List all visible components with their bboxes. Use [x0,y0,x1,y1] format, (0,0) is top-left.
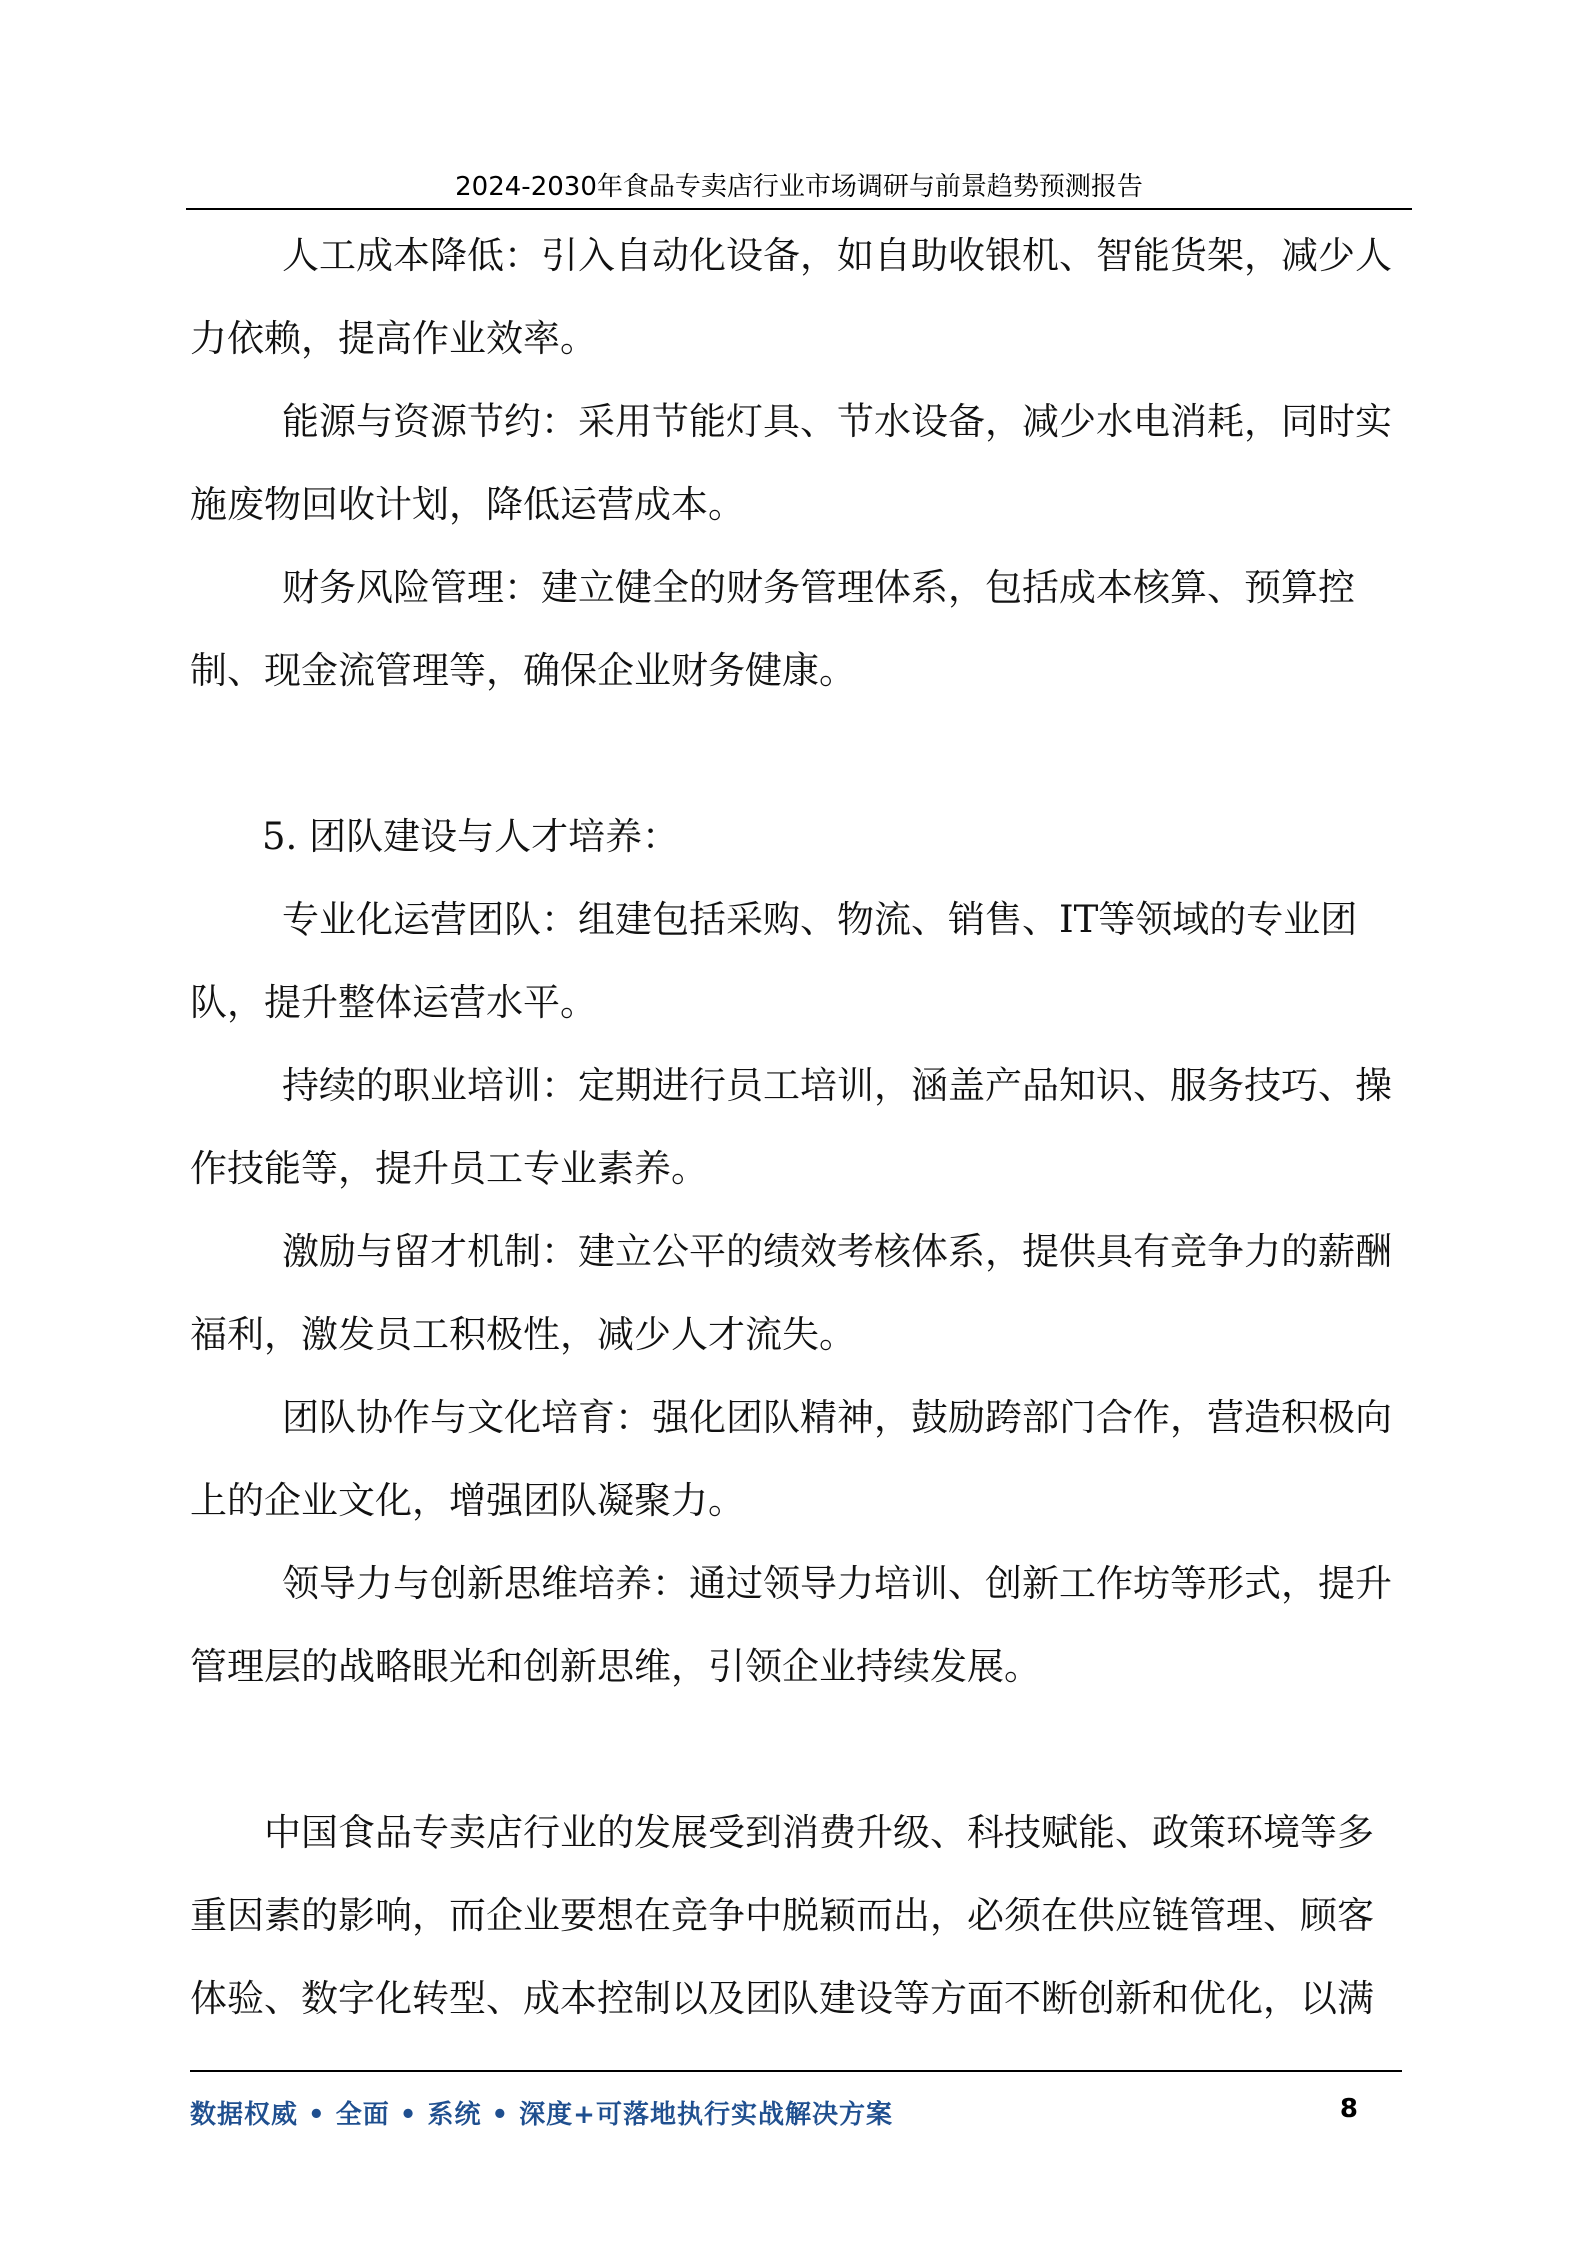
section-heading: 5. 团队建设与人才培养： [262,815,680,858]
paragraph-financial-risk: 财务风险管理：建立健全的财务管理体系，包括成本核算、预算控制、现金流管理等，确保企业财务健康。 [190,566,1355,692]
paragraph-team-culture: 团队协作与文化培育：强化团队精神，鼓励跨部门合作，营造积极向上的企业文化，增强团队凝聚力。 [190,1396,1392,1522]
footer-slogan: 数据权威 • 全面 • 系统 • 深度+可落地执行实战解决方案 [190,2100,893,2130]
document-body [190,214,1402,2040]
page-header-title: 2024-2030年食品专卖店行业市场调研与前景趋势预测报告 [455,172,1143,202]
paragraph-training: 持续的职业培训：定期进行员工培训，涵盖产品知识、服务技巧、操作技能等，提升员工专业素养。 [190,1064,1392,1190]
page-number: 8 [1339,2094,1358,2124]
paragraph-energy-saving: 能源与资源节约：采用节能灯具、节水设备，减少水电消耗，同时实施废物回收计划，降低运营成本。 [190,400,1392,526]
spacer [190,1708,1402,1791]
paragraph-professional-team: 专业化运营团队：组建包括采购、物流、销售、IT等领域的专业团队，提升整体运营水平。 [190,898,1358,1024]
paragraph-summary: 中国食品专卖店行业的发展受到消费升级、科技赋能、政策环境等多重因素的影响，而企业要想在竞争中脱颖而出，必须在供应链管理、顾客体验、数字化转型、成本控制以及团队建设等方面不断创新和优化，以满 [190,1811,1374,2020]
paragraph-incentives: 激励与留才机制：建立公平的绩效考核体系，提供具有竞争力的薪酬福利，激发员工积极性，减少人才流失。 [190,1230,1392,1356]
spacer [190,712,1402,795]
header-divider [186,208,1412,210]
paragraph-labor-cost: 人工成本降低：引入自动化设备，如自助收银机、智能货架，减少人力依赖，提高作业效率。 [190,234,1392,360]
paragraph-leadership: 领导力与创新思维培养：通过领导力培训、创新工作坊等形式，提升管理层的战略眼光和创新思维，引领企业持续发展。 [190,1562,1392,1688]
footer-divider [190,2070,1402,2072]
